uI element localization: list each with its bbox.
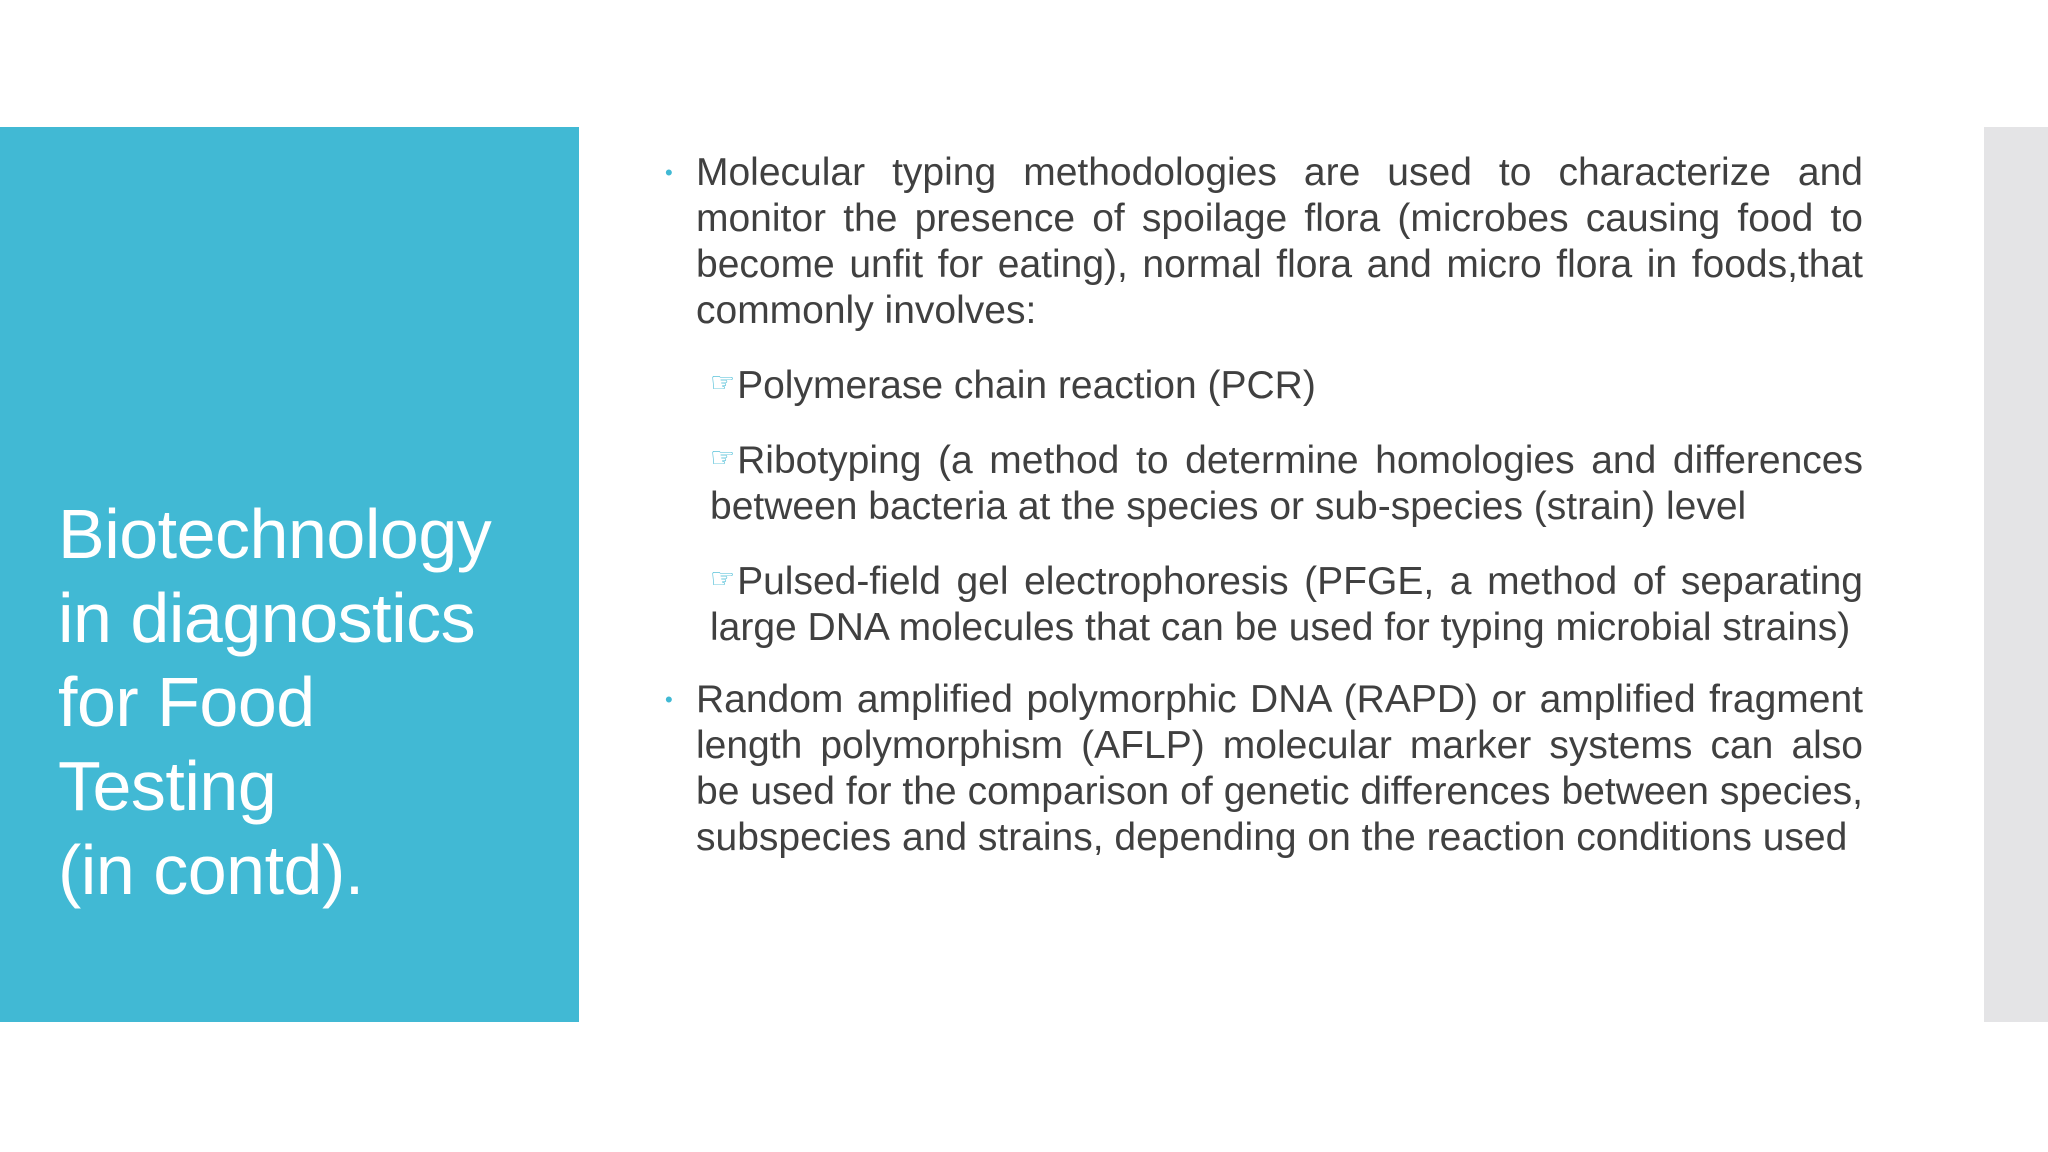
side-decoration-bar: [1984, 127, 2048, 1022]
pointing-hand-icon: ☞: [710, 563, 736, 594]
bullet-text: Molecular typing methodologies are used to characterize and monitor the presence of spoilage flora (microbes causing food to become unfit for eating), normal flora and micro flora in foods,that commonly involves:: [696, 151, 1863, 332]
bullet-item: [660, 150, 1863, 334]
bullet-dot-icon: •: [665, 160, 673, 185]
sub-item-pfge: [710, 556, 1863, 651]
sub-item-text: Ribotyping (a method to determine homologies and differences between bacteria at the species or sub-species (strain) level: [710, 439, 1863, 528]
title-panel: [0, 127, 579, 1022]
slide-content: [660, 150, 1863, 887]
bullet-dot-icon: •: [665, 687, 673, 712]
sub-item-ribotyping: [710, 435, 1863, 530]
bullet-text: Random amplified polymorphic DNA (RAPD) or amplified fragment length polymorphism (AFLP) molecular marker systems can also be used for the comparison of genetic differences between species, subspecies and strains, depending on the reaction conditions used: [696, 678, 1863, 859]
pointing-hand-icon: ☞: [710, 442, 736, 473]
bullet-item: [660, 677, 1863, 861]
sub-item-text: Polymerase chain reaction (PCR): [737, 364, 1316, 407]
sub-item-pcr: [710, 360, 1863, 409]
slide-title: Biotechnology in diagnostics for Food Testing (in contd).: [58, 495, 492, 909]
sub-item-text: Pulsed-field gel electrophoresis (PFGE, a method of separating large DNA molecules that can be used for typing microbial strains): [710, 560, 1863, 649]
pointing-hand-icon: ☞: [710, 367, 736, 398]
